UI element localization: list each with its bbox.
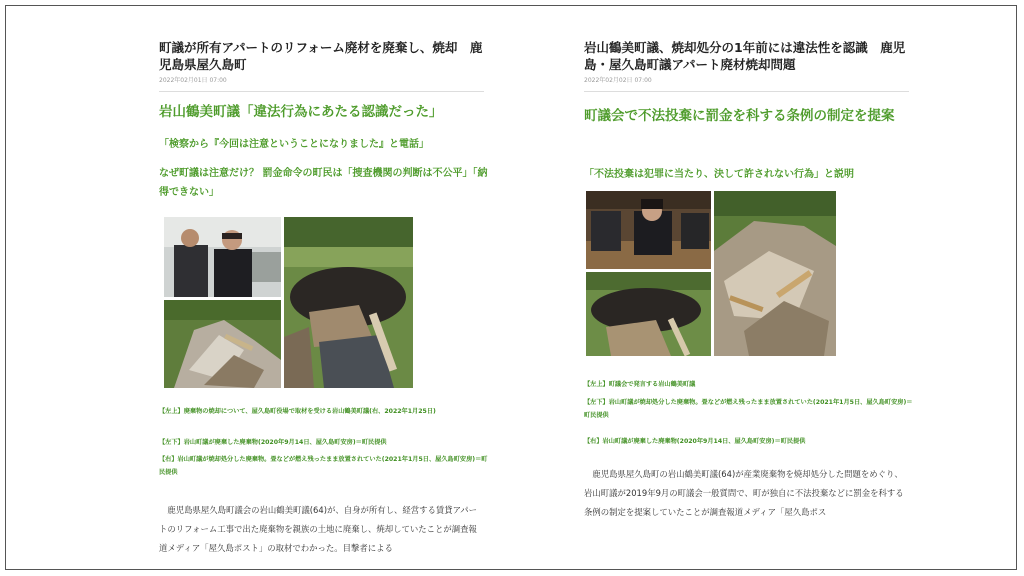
photo-caption: 【左下】岩山町議が廃棄した廃棄物(2020年9月14日、屋久島町安房)＝町民提供	[159, 439, 387, 446]
photo-burned-waste	[284, 217, 413, 388]
article-date: 2022年02月02日 07:00	[584, 77, 652, 84]
photo-assembly	[586, 191, 711, 269]
photo-caption: 【左上】町議会で発言する岩山鶴美町議	[584, 381, 696, 388]
photo-burned-waste	[586, 272, 711, 356]
article-body: 鹿児島県屋久島町議会の岩山鶴美町議(64)が、自身が所有し、経営する賃貸アパートのリフォーム工事で出た廃棄物を親族の土地に廃棄し、焼却していたことが調査報道メディア「屋久島ポスト」の取材でわかった。目撃者による	[159, 505, 478, 553]
photo-caption: 【右】岩山町議が焼却処分した廃棄物。畳などが燃え残ったまま放置されていた(2021年1月5日、屋久島町安房)＝町民提供	[159, 456, 488, 476]
photo-dumped-waste	[714, 191, 836, 356]
photo-caption: 【右】岩山町議が廃棄した廃棄物(2020年9月14日、屋久島町安房)＝町民提供	[584, 438, 806, 445]
article-headline: 町議会で不法投棄に罰金を科する条例の制定を提案	[584, 108, 895, 124]
article-subheadline: 「検察から『今回は注意ということになりました』と電話」	[159, 139, 429, 150]
divider	[159, 91, 484, 92]
article-date: 2022年02月01日 07:00	[159, 77, 227, 84]
article-subheadline: 「不法投棄は犯罪に当たり、決して許されない行為」と説明	[584, 169, 854, 180]
article-body: 鹿児島県屋久島町の岩山鶴美町議(64)が産業廃棄物を焼却処分した問題をめぐり、岩山町議が2019年9月の町議会一般質問で、町が独自に不法投棄などに罰金を科する条例の制定を提案していたことが調査報道メディア「屋久島ポス	[584, 469, 904, 517]
photo-caption: 【左下】岩山町議が焼却処分した廃棄物。畳などが燃え残ったまま放置されていた(2021年1月5日、屋久島町安房)＝町民提供	[584, 399, 913, 419]
divider	[584, 91, 909, 92]
photo-caption: 【左上】廃棄物の焼却について、屋久島町役場で取材を受ける岩山鶴美町議(右、2022年1月25日)	[159, 408, 436, 415]
photo-interview	[164, 217, 281, 297]
article-headline: 岩山鶴美町議「違法行為にあたる認識だった」	[159, 104, 443, 120]
article-subheadline: なぜ町議は注意だけ？ 罰金命令の町民は「捜査機関の判断は不公平」「納得できない」	[159, 168, 488, 198]
page-frame	[5, 5, 1017, 570]
article-title: 岩山鶴美町議、焼却処分の1年前には違法性を認識 鹿児島・屋久島町議アパート廃材焼却問題	[584, 40, 906, 72]
article-title: 町議が所有アパートのリフォーム廃材を廃棄し、焼却 鹿児島県屋久島町	[159, 40, 483, 72]
photo-dumped-waste	[164, 300, 281, 388]
